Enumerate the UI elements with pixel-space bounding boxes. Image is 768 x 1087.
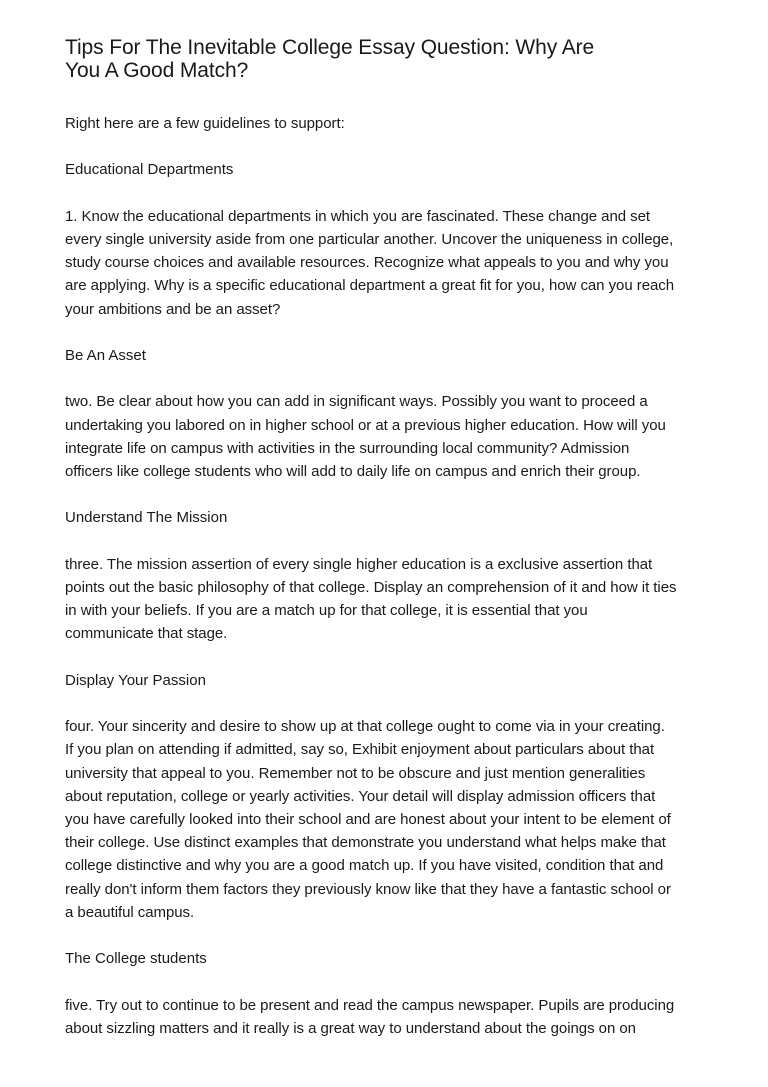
paragraph-line: about sizzling matters and it really is a great way to understand about the goings on on (65, 1019, 636, 1037)
section-heading-understand-the-mission: Understand The Mission (65, 509, 228, 527)
section-body-the-college-students (65, 994, 705, 1040)
paragraph-line: college distinctive and why you are a good match up. If you have visited, condition that and (65, 857, 664, 875)
paragraph-line: three. The mission assertion of every single higher education is a exclusive assertion that (65, 555, 653, 573)
paragraph-line: undertaking you labored on in higher school or at a previous higher education. How will you (65, 416, 666, 434)
section-body-educational-departments (65, 205, 705, 321)
paragraph-line: in with your beliefs. If you are a match up for that college, it is essential that you (65, 602, 588, 620)
title-line-1: Tips For The Inevitable College Essay Question: Why Are (65, 36, 595, 59)
paragraph-line: communicate that stage. (65, 625, 228, 643)
document-page (65, 36, 705, 1040)
paragraph-line: really don't inform them factors they previously know like that they have a fantastic school or (65, 880, 671, 898)
section-body-understand-the-mission (65, 553, 705, 646)
paragraph-line: every single university aside from one particular another. Uncover the uniqueness in college, (65, 230, 674, 248)
paragraph-line: are applying. Why is a specific educational department a great fit for you, how can you reach (65, 277, 675, 295)
section-heading-display-your-passion: Display Your Passion (65, 671, 206, 689)
paragraph-line: five. Try out to continue to be present and read the campus newspaper. Pupils are producing (65, 996, 675, 1014)
paragraph-line: two. Be clear about how you can add in significant ways. Possibly you want to proceed a (65, 393, 648, 411)
paragraph-line: points out the basic philosophy of that college. Display an comprehension of it and how it ties (65, 578, 677, 596)
title-line-2: You A Good Match? (65, 59, 249, 82)
paragraph-line: about reputation, college or yearly activities. Your detail will display admission officers that (65, 787, 656, 805)
paragraph-line: university that appeal to you. Remember not to be obscure and just mention generalities (65, 764, 646, 782)
section-heading-be-an-asset: Be An Asset (65, 346, 146, 364)
intro-text: Right here are a few guidelines to support: (65, 115, 345, 132)
paragraph-line: you have carefully looked into their school and are honest about your intent to be element of (65, 810, 671, 828)
section-heading-the-college-students: The College students (65, 950, 207, 968)
section-body-be-an-asset (65, 390, 705, 483)
paragraph-line: 1. Know the educational departments in which you are fascinated. These change and set (65, 207, 651, 225)
section-body-display-your-passion (65, 715, 705, 924)
paragraph-line: four. Your sincerity and desire to show up at that college ought to come via in your creating. (65, 718, 665, 736)
paragraph-line: a beautiful campus. (65, 903, 195, 921)
paragraph-line: their college. Use distinct examples that demonstrate you understand what helps make that (65, 834, 666, 852)
paragraph-line: study course choices and available resources. Recognize what appeals to you and why you (65, 254, 669, 272)
document-title (65, 36, 705, 82)
paragraph-line: integrate life on campus with activities in the surrounding local community? Admission (65, 439, 630, 457)
paragraph-line: officers like college students who will add to daily life on campus and enrich their group. (65, 462, 641, 480)
section-heading-educational-departments: Educational Departments (65, 161, 234, 179)
paragraph-line: If you plan on attending if admitted, say so, Exhibit enjoyment about particulars about that (65, 741, 655, 759)
paragraph-line: your ambitions and be an asset? (65, 300, 281, 318)
